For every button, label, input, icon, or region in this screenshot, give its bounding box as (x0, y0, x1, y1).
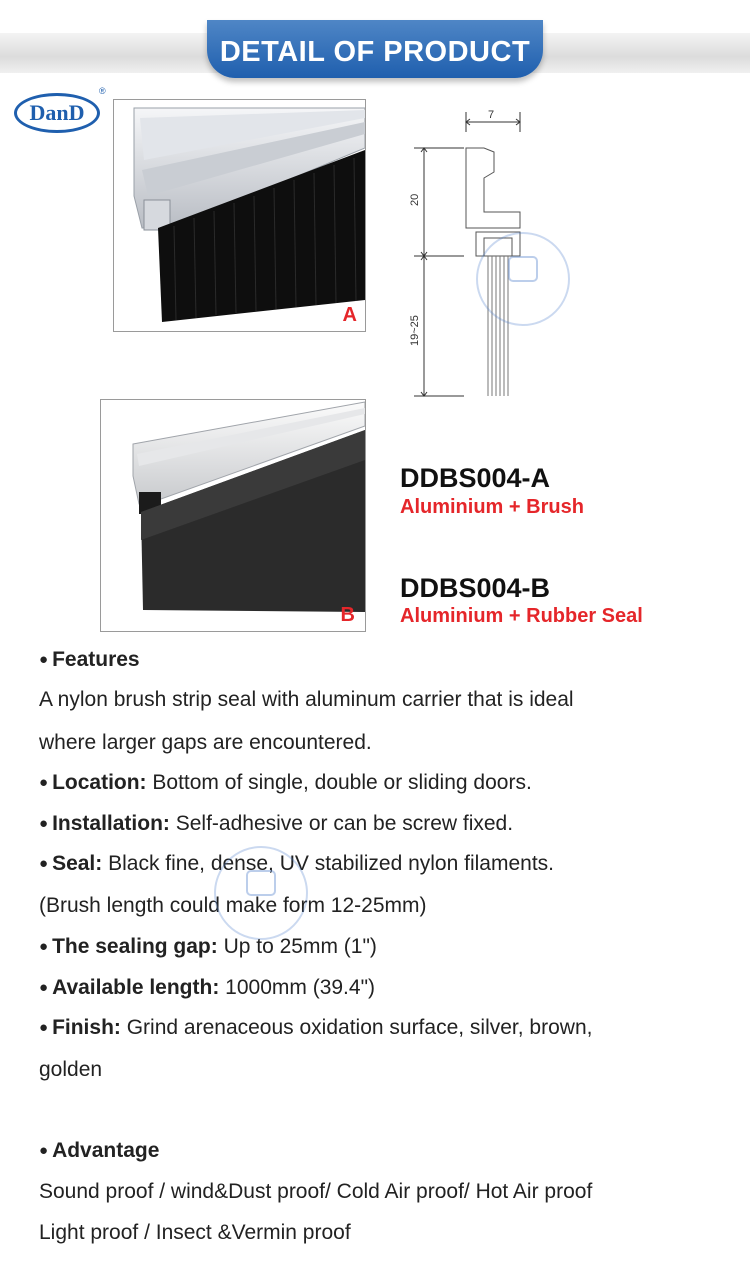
bullet-icon: ● (39, 1142, 49, 1159)
brand-logo (14, 93, 100, 133)
bullet-icon: ● (39, 815, 49, 832)
feature-label: Available length: (52, 976, 220, 999)
bullet-icon: ● (39, 979, 49, 996)
bullet-icon: ● (39, 651, 49, 668)
feature-sealing-gap (39, 935, 377, 959)
features-heading: ● Features (39, 648, 140, 671)
advantage-line1: Sound proof / wind&Dust proof/ Cold Air proof/ Hot Air proof (39, 1180, 593, 1203)
product-material-b: Aluminium + Rubber Seal (400, 605, 643, 627)
product-code-b: DDBS004-B (400, 573, 551, 603)
feature-label: Location: (52, 771, 147, 794)
product-code-a: DDBS004-A (400, 463, 551, 493)
feature-label: Seal: (52, 852, 103, 875)
watermark-stamp (214, 846, 308, 940)
feature-value: Up to 25mm (1") (217, 935, 377, 958)
product-image-a (113, 99, 366, 332)
watermark-stamp (476, 232, 570, 326)
feature-seal-note: (Brush length could make form 12-25mm) (39, 894, 427, 917)
feature-location (39, 771, 532, 795)
feature-finish-cont: golden (39, 1058, 103, 1081)
rubber-seal-illustration (101, 400, 365, 631)
product-material-a: Aluminium + Brush (400, 496, 584, 518)
brush-strip-illustration (114, 100, 365, 331)
feature-value: Grind arenaceous oxidation surface, silver, brown, (120, 1016, 593, 1039)
dim-width: 7 (488, 109, 495, 121)
bullet-icon: ● (39, 938, 49, 955)
product-image-b (100, 399, 366, 632)
feature-value: Bottom of single, double or sliding doors. (146, 771, 532, 794)
feature-value: Self-adhesive or can be screw fixed. (169, 812, 514, 835)
feature-installation (39, 812, 513, 836)
advantage-heading: ● Advantage (39, 1139, 160, 1162)
features-description-line1: A nylon brush strip seal with aluminum carrier that is ideal (39, 688, 574, 711)
feature-label: Installation: (52, 812, 170, 835)
feature-label: The sealing gap: (52, 935, 218, 958)
feature-finish (39, 1016, 592, 1040)
page-title: DETAIL OF PRODUCT (219, 36, 531, 68)
dim-height-top: 20 (409, 193, 421, 206)
image-label-b: B (340, 604, 355, 626)
feature-value: 1000mm (39.4") (219, 976, 376, 999)
features-description-line2: where larger gaps are encountered. (39, 731, 372, 754)
bullet-icon: ● (39, 855, 49, 872)
dim-height-bottom: 19~25 (409, 315, 421, 346)
image-label-a: A (342, 304, 357, 326)
feature-available-length (39, 976, 375, 1000)
logo-text: DanD (29, 100, 85, 125)
advantage-line2: Light proof / Insect &Vermin proof (39, 1221, 351, 1244)
bullet-icon: ● (39, 1019, 49, 1036)
feature-value: Black fine, dense, UV stabilized nylon filaments. (102, 852, 554, 875)
bullet-icon: ● (39, 774, 49, 791)
feature-label: Finish: (52, 1016, 121, 1039)
registered-mark: ® (99, 86, 106, 96)
